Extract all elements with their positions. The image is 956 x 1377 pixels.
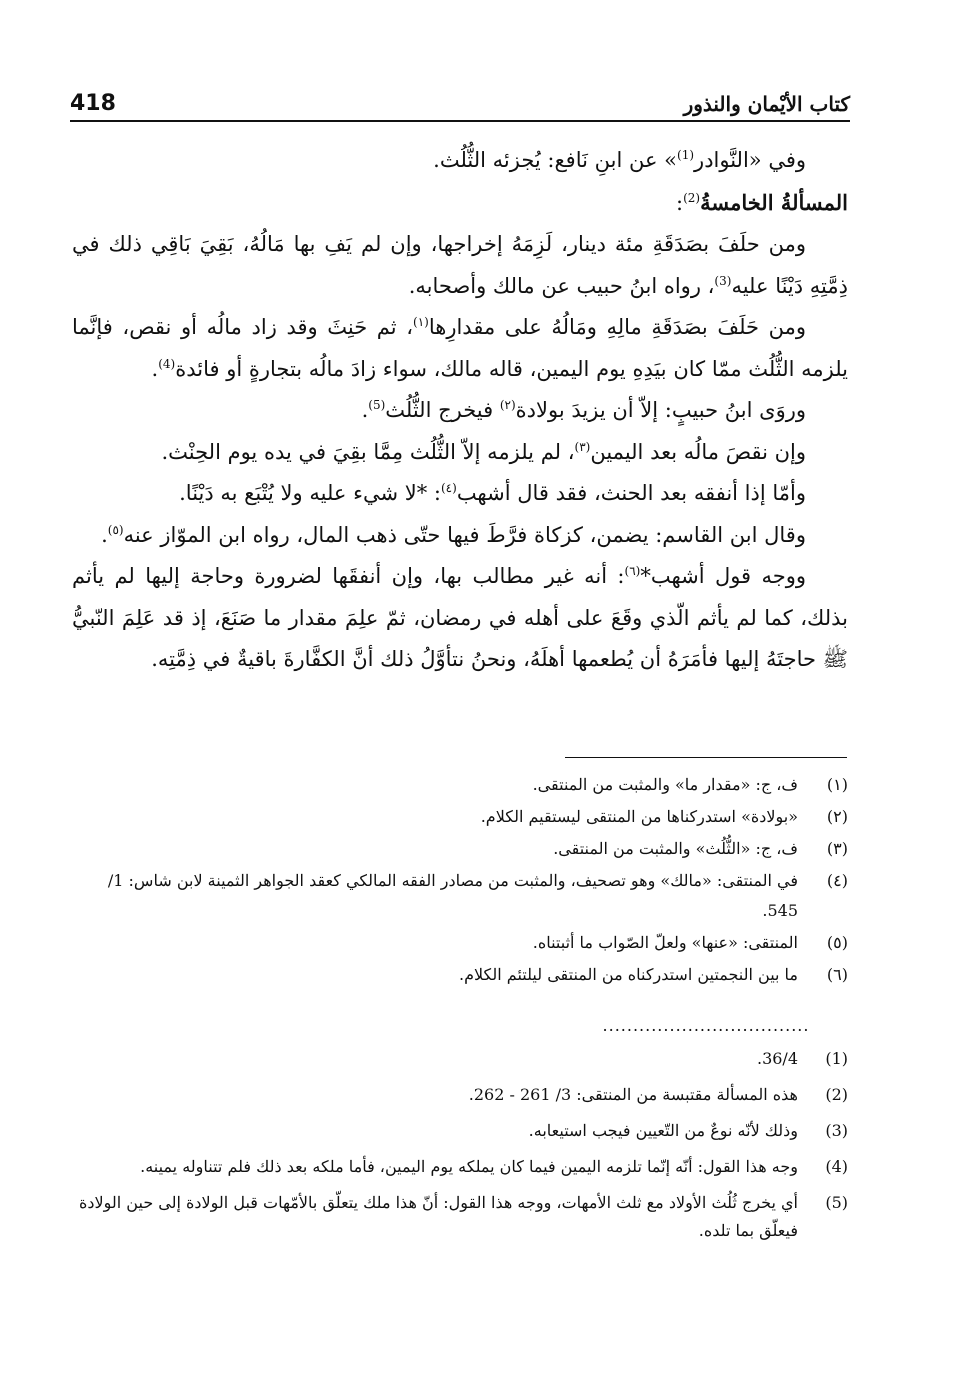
footnote-item: (٦) ما بين النجمتين استدركناه من المنتقى ليلتئم الكلام. [459, 965, 848, 984]
paragraph-6: وأمّا إذا أنفقه بعد الحنث، فقد قال أشهب$^{(٤)}$: *لا شيء عليه ولا يُتْبَع به دَيْنًا. [179, 481, 806, 505]
footnote-ref[interactable]: (٦) [624, 564, 641, 578]
paragraph-8: ووجه قول أشهب*$^{(٦)}$: أنه غير مطالب بها، وإن أنفقَها لضرورة وحاجة إليها لم يأثم بذلك، كما لم يأثم الّذي وقَعَ على أهله في رمضان، ثمّ علِمَ مقدار ما صَنَعَ، إذ قد عَلِمَ النّبيُّ ﷺ حاجتَهُ إليها فأمَرَهُ أن يُطعمها أهلَهُ، ونحنُ نتأوَّلُ ذلك أنَّ الكفَّارةَ باقيةٌ في ذِمَّتِه. [72, 564, 848, 671]
footnote-ref[interactable]: (3) [714, 273, 732, 288]
footnote-item: (١) ف، ج: «مقدار ما» والمثبت من المنتقى. [532, 775, 848, 794]
paragraph-5: وإن نقصَ مالُه بعد اليمين$^{(٣)}$، لم يلزمه إلاّ الثُّلُث مِمَّا بقِيَ في يده يوم الحِنْث. [161, 439, 806, 464]
running-title: كتاب الأيْمان والنذور [683, 92, 850, 116]
paragraph-7: وقال ابن القاسم: يضمن، كزكاة فرَّطَ فيها حتّى ذهب المال، رواه ابن الموّاز عنه$^{(٥)}$. [101, 522, 806, 547]
page-header [70, 80, 850, 122]
paragraph-2: ومن حلَفَ بصَدَقَةِ مئة دينار، لَزِمَهُ إخراجها، وإن لم يَفِ بها مَالُهُ، بَقِيَ بَاقِي ذلك في ذِمَّتِهِ دَيْنًا عليه$^{(3)}$، رواه ابنُ حبيب عن مالك وأصحابه. [72, 232, 848, 298]
footnote-item: (٣) ف، ج: «الثُّلُث» والمثبت من المنتقى. [553, 839, 848, 858]
footnote-item: (٤) في المنتقى: «مالك» وهو تصحيف، والمثبت من مصادر الفقه المالكي كعقد الجواهر الثمينة لابن شاس: 1/ 545. [107, 871, 848, 920]
paragraph-4: وروَى ابنُ حبيبٍ: إلاّ أن يزيدَ بولادة$^{(٢)}$ فيخرج الثُّلُث$^{(5)}$. [361, 398, 806, 422]
footnotes-author [72, 1045, 848, 1253]
footnote-item: (٥) المنتقى: «عنها» ولعلّ الصّواب ما أثبتناه. [532, 933, 848, 952]
page-number: 418 [70, 91, 116, 116]
footnote-item: (٢) «بولادة» استدركناها من المنتقى ليستقيم الكلام. [480, 807, 848, 826]
footnote-divider [565, 757, 847, 758]
main-text [72, 140, 848, 681]
footnote-ref[interactable]: (1) [677, 148, 695, 162]
paragraph-1: وفي «النَّوادر$^{(1)}$» عن ابنِ نَافع: يُجزئه الثُّلُث. [433, 148, 806, 172]
dotted-separator: .................................. [602, 1016, 810, 1035]
paragraph-3: ومن حَلَفَ بصَدَقَةِ مالِهِ ومَالُهُ على مقدارِها$^{(١)}$، ثم حَنِثَ وقد زاد مالُه أو نقص، فإنَّما يلزمه الثُّلُث ممّا كان بيَدِهِ يوم اليمين، قاله مالك، سواء زادَ مالُه بتجارةٍ أو فائدة$^{(4)}$. [72, 315, 848, 381]
footnote-item: (2) هذه المسألة مقتبسة من المنتقى: 3/ 261 - 262. [468, 1085, 848, 1104]
section-heading: المسألةُ الخامسةُ$^{(2)}$: [676, 189, 848, 215]
footnote-item: (5) أي يخرج ثُلُث الأولاد مع ثلث الأمهات، ووجه هذا القول: أنّ هذا ملك يتعلّق بالأمّهات قبل الولادة إلى حين الولادة فيعلّق بما تلده. [79, 1193, 848, 1240]
footnote-ref[interactable]: (٤) [440, 481, 457, 495]
footnote-ref[interactable]: (٣) [574, 439, 591, 454]
footnote-ref[interactable]: (٢) [499, 398, 516, 412]
footnote-item: (4) وجه هذا القول: أنّه إنّما تلزمه اليمين فيما كان يملكه يوم اليمين، فأما ملكه بعد ذلك فلم تتناوله يمينه. [140, 1157, 848, 1176]
footnote-item: (3) وذلك لأنّه نوعٌ من التّعيين فيجب استيعابه. [528, 1121, 848, 1140]
footnote-item: (1) 36/4. [756, 1049, 848, 1068]
footnote-ref[interactable]: (4) [158, 356, 176, 371]
footnote-ref[interactable]: (2) [683, 190, 701, 205]
footnotes-editor [72, 770, 848, 992]
footnote-ref[interactable]: (5) [368, 398, 386, 412]
footnote-ref[interactable]: (١) [413, 315, 429, 329]
footnote-ref[interactable]: (٥) [107, 522, 124, 537]
